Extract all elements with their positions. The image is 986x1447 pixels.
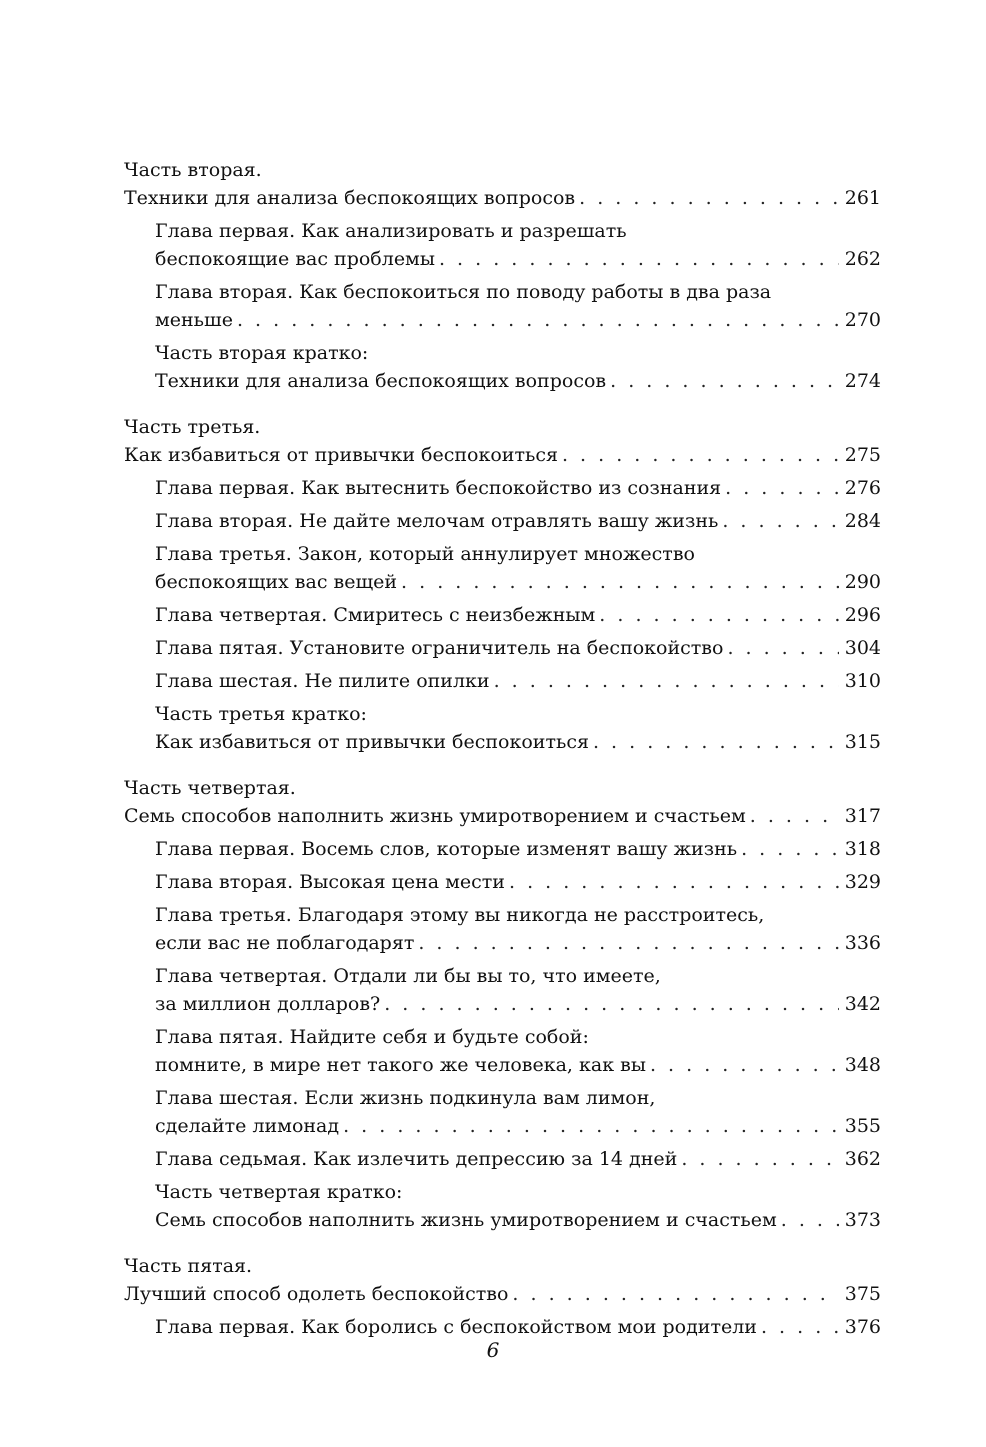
page-ref: 290 bbox=[844, 571, 881, 593]
leader-dots bbox=[722, 507, 838, 535]
leader-dots bbox=[741, 835, 839, 863]
entry-title-row bbox=[155, 1051, 881, 1079]
entry-title: сделайте лимонад bbox=[155, 1115, 340, 1137]
part-title: Семь способов наполнить жизнь умиротворением и счастьем bbox=[124, 805, 746, 827]
entry-title: Глава четвертая. Смиритесь с неизбежным bbox=[155, 604, 596, 626]
entry-title: Глава вторая. Не дайте мелочам отравлять вашу жизнь bbox=[155, 510, 719, 532]
entry-title-row bbox=[155, 1313, 881, 1341]
page-ref: 336 bbox=[844, 932, 881, 954]
page-ref: 315 bbox=[844, 731, 881, 753]
part-heading[interactable] bbox=[124, 156, 881, 212]
leader-dots bbox=[509, 868, 839, 896]
leader-dots bbox=[750, 802, 839, 830]
toc-entry[interactable] bbox=[124, 835, 881, 863]
page-ref: 284 bbox=[844, 510, 881, 532]
page-ref: 362 bbox=[844, 1148, 881, 1170]
page-ref: 274 bbox=[844, 370, 881, 392]
leader-dots bbox=[512, 1280, 838, 1308]
entry-title-row bbox=[155, 1112, 881, 1140]
entry-title-row bbox=[155, 1206, 881, 1234]
entry-title: Семь способов наполнить жизнь умиротворением и счастьем bbox=[155, 1209, 777, 1231]
page-ref: 375 bbox=[844, 1283, 881, 1305]
table-of-contents bbox=[124, 156, 881, 1359]
page-ref: 296 bbox=[844, 604, 881, 626]
entry-title-row bbox=[155, 474, 881, 502]
page-number: 6 bbox=[486, 1338, 500, 1362]
leader-dots bbox=[237, 306, 839, 334]
page-ref: 342 bbox=[844, 993, 881, 1015]
entry-title-line: Глава третья. Закон, который аннулирует множество bbox=[155, 543, 695, 565]
entry-title-line: Часть четвертая кратко: bbox=[155, 1181, 403, 1203]
leader-dots bbox=[593, 728, 839, 756]
page-ref: 276 bbox=[844, 477, 881, 499]
entry-title: помните, в мире нет такого же человека, как вы bbox=[155, 1054, 646, 1076]
entry-title-row bbox=[155, 667, 881, 695]
part-heading[interactable] bbox=[124, 1252, 881, 1308]
toc-entry[interactable] bbox=[124, 339, 881, 395]
entry-title: Глава первая. Как вытеснить беспокойство из сознания bbox=[155, 477, 722, 499]
page-ref: 262 bbox=[844, 248, 881, 270]
toc-part bbox=[124, 1252, 881, 1341]
entry-title-line: Глава третья. Благодаря этому вы никогда не расстроитесь, bbox=[155, 904, 765, 926]
leader-dots bbox=[494, 667, 839, 695]
part-label: Часть третья. bbox=[124, 416, 261, 438]
toc-entry[interactable] bbox=[124, 962, 881, 1018]
part-label: Часть четвертая. bbox=[124, 777, 296, 799]
part-label: Часть пятая. bbox=[124, 1255, 253, 1277]
leader-dots bbox=[781, 1206, 839, 1234]
entry-title-row bbox=[155, 929, 881, 957]
leader-dots bbox=[418, 929, 838, 957]
entry-title: Глава вторая. Высокая цена мести bbox=[155, 871, 505, 893]
part-title: Лучший способ одолеть беспокойство bbox=[124, 1283, 509, 1305]
toc-part bbox=[124, 413, 881, 756]
entry-title: Глава седьмая. Как излечить депрессию за 14 дней bbox=[155, 1148, 678, 1170]
page-ref: 261 bbox=[844, 187, 881, 209]
toc-entry[interactable] bbox=[124, 540, 881, 596]
leader-dots bbox=[384, 990, 839, 1018]
entry-title-line: Глава первая. Как анализировать и разрешать bbox=[155, 220, 627, 242]
leader-dots bbox=[761, 1313, 839, 1341]
toc-entry[interactable] bbox=[124, 278, 881, 334]
leader-dots bbox=[610, 367, 839, 395]
part-title: Как избавиться от привычки беспокоиться bbox=[124, 444, 558, 466]
entry-title-row bbox=[155, 245, 881, 273]
page-ref: 270 bbox=[844, 309, 881, 331]
toc-entry[interactable] bbox=[124, 507, 881, 535]
part-title-row bbox=[124, 1280, 881, 1308]
part-title-row bbox=[124, 184, 881, 212]
page-ref: 317 bbox=[844, 805, 881, 827]
entry-title-row bbox=[155, 634, 881, 662]
toc-part bbox=[124, 774, 881, 1234]
leader-dots bbox=[579, 184, 839, 212]
entry-title: Глава пятая. Установите ограничитель на беспокойство bbox=[155, 637, 724, 659]
toc-entry[interactable] bbox=[124, 1178, 881, 1234]
entry-title-line: Часть вторая кратко: bbox=[155, 342, 369, 364]
toc-entry[interactable] bbox=[124, 1313, 881, 1341]
entry-title-row bbox=[155, 835, 881, 863]
entry-title: за миллион долларов? bbox=[155, 993, 381, 1015]
entry-title-row bbox=[155, 367, 881, 395]
toc-entry[interactable] bbox=[124, 601, 881, 629]
entry-title-row bbox=[155, 507, 881, 535]
entry-title-line: Глава шестая. Если жизнь подкинула вам лимон, bbox=[155, 1087, 656, 1109]
toc-entry[interactable] bbox=[124, 667, 881, 695]
leader-dots bbox=[727, 634, 838, 662]
part-heading[interactable] bbox=[124, 774, 881, 830]
entry-title: если вас не поблагодарят bbox=[155, 932, 415, 954]
page-ref: 310 bbox=[844, 670, 881, 692]
entry-title-row bbox=[155, 728, 881, 756]
entry-title: Техники для анализа беспокоящих вопросов bbox=[155, 370, 607, 392]
entry-title-line: Часть третья кратко: bbox=[155, 703, 367, 725]
page-ref: 275 bbox=[844, 444, 881, 466]
toc-entry[interactable] bbox=[124, 474, 881, 502]
entry-title: Глава шестая. Не пилите опилки bbox=[155, 670, 490, 692]
page-ref: 373 bbox=[844, 1209, 881, 1231]
entry-title: беспокоящих вас вещей bbox=[155, 571, 398, 593]
page-ref: 329 bbox=[844, 871, 881, 893]
entry-title-line: Глава четвертая. Отдали ли бы вы то, что имеете, bbox=[155, 965, 661, 987]
page-ref: 304 bbox=[844, 637, 881, 659]
entry-title-line: Глава вторая. Как беспокоиться по поводу работы в два раза bbox=[155, 281, 772, 303]
entry-title-row bbox=[155, 868, 881, 896]
leader-dots bbox=[401, 568, 839, 596]
toc-entry[interactable] bbox=[124, 1023, 881, 1079]
entry-title: меньше bbox=[155, 309, 233, 331]
page-ref: 376 bbox=[844, 1316, 881, 1338]
leader-dots bbox=[343, 1112, 839, 1140]
entry-title-row bbox=[155, 306, 881, 334]
entry-title-row bbox=[155, 601, 881, 629]
part-title: Техники для анализа беспокоящих вопросов bbox=[124, 187, 576, 209]
page-ref: 318 bbox=[844, 838, 881, 860]
leader-dots bbox=[681, 1145, 838, 1173]
part-title-row bbox=[124, 441, 881, 469]
leader-dots bbox=[439, 245, 839, 273]
toc-entry[interactable] bbox=[124, 634, 881, 662]
page-ref: 348 bbox=[844, 1054, 881, 1076]
entry-title-row bbox=[155, 990, 881, 1018]
leader-dots bbox=[650, 1051, 839, 1079]
toc-entry[interactable] bbox=[124, 868, 881, 896]
entry-title-row bbox=[155, 1145, 881, 1173]
toc-entry[interactable] bbox=[124, 1084, 881, 1140]
leader-dots bbox=[562, 441, 839, 469]
part-label: Часть вторая. bbox=[124, 159, 262, 181]
leader-dots bbox=[725, 474, 839, 502]
entry-title: Глава первая. Как боролись с беспокойством мои родители bbox=[155, 1316, 757, 1338]
entry-title-line: Глава пятая. Найдите себя и будьте собой: bbox=[155, 1026, 589, 1048]
toc-entry[interactable] bbox=[124, 217, 881, 273]
entry-title: Глава первая. Восемь слов, которые изменят вашу жизнь bbox=[155, 838, 738, 860]
entry-title: Как избавиться от привычки беспокоиться bbox=[155, 731, 589, 753]
leader-dots bbox=[599, 601, 838, 629]
toc-entry[interactable] bbox=[124, 901, 881, 957]
entry-title-row bbox=[155, 568, 881, 596]
part-title-row bbox=[124, 802, 881, 830]
part-heading[interactable] bbox=[124, 413, 881, 469]
toc-part bbox=[124, 156, 881, 395]
toc-entry[interactable] bbox=[124, 1145, 881, 1173]
entry-title: беспокоящие вас проблемы bbox=[155, 248, 435, 270]
page-ref: 355 bbox=[844, 1115, 881, 1137]
toc-entry[interactable] bbox=[124, 700, 881, 756]
